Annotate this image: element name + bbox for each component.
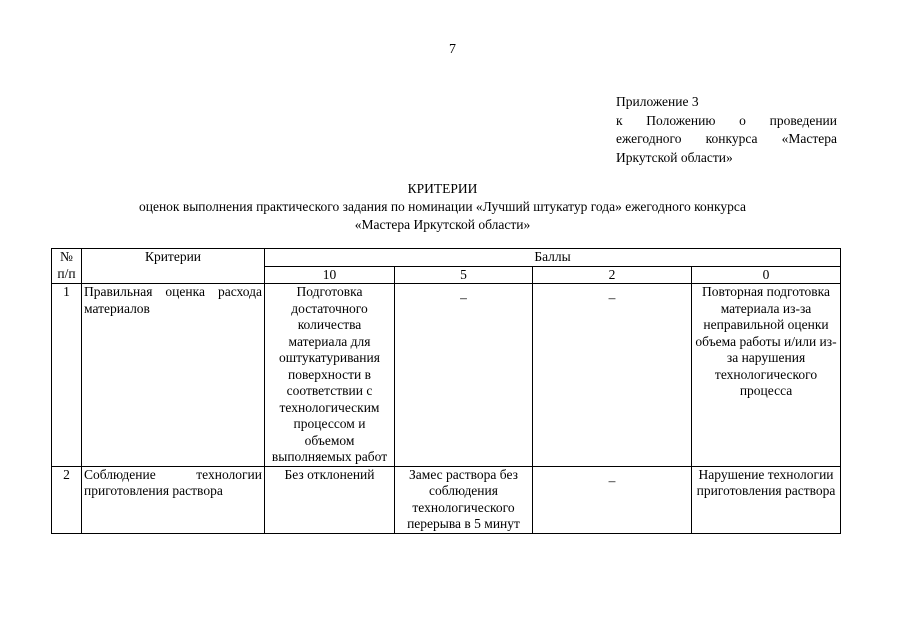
row-points-5: Замес раствора без соблюдения технологического перерыва в 5 минут bbox=[395, 466, 533, 533]
row-number: 2 bbox=[52, 466, 82, 533]
row-points-10: Подготовка достаточного количества материала для оштукатуривания поверхности в соответствии с технологическим процессом и объемом выполняемых работ bbox=[265, 284, 395, 467]
appendix-line-3: ежегодного конкурса «Мастера bbox=[616, 131, 837, 146]
table-row bbox=[52, 284, 841, 467]
row-criterion: Правильная оценка расхода материалов bbox=[82, 284, 265, 467]
table-header-row bbox=[52, 249, 841, 267]
row-points-2: – bbox=[533, 466, 692, 533]
page-number: 7 bbox=[449, 42, 456, 57]
appendix-note bbox=[616, 93, 837, 167]
title-line-2: оценок выполнения практического задания по номинации «Лучший штукатур года» ежегодного конкурса bbox=[138, 199, 747, 214]
row-points-0: Повторная подготовка материала из-за неправильной оценки объема работы и/или из-за нарушения технологического процесса bbox=[692, 284, 841, 467]
header-points-5: 5 bbox=[395, 266, 533, 284]
row-criterion: Соблюдение технологии приготовления раствора bbox=[82, 466, 265, 533]
row-points-2: – bbox=[533, 284, 692, 467]
header-points-2: 2 bbox=[533, 266, 692, 284]
header-points-0: 0 bbox=[692, 266, 841, 284]
row-points-10: Без отклонений bbox=[265, 466, 395, 533]
header-points-10: 10 bbox=[265, 266, 395, 284]
appendix-line-1: Приложение 3 bbox=[616, 94, 699, 109]
criteria-table bbox=[51, 248, 841, 534]
title-heading: КРИТЕРИИ bbox=[407, 181, 478, 196]
row-points-5: – bbox=[395, 284, 533, 467]
document-title bbox=[0, 180, 885, 234]
table-row bbox=[52, 466, 841, 533]
title-line-3: «Мастера Иркутской области» bbox=[354, 217, 531, 232]
header-criteria: Критерии bbox=[82, 249, 265, 284]
appendix-line-2: к Положению о проведении bbox=[616, 112, 837, 128]
header-num: № п/п bbox=[52, 249, 82, 284]
appendix-line-4: Иркутской области» bbox=[616, 149, 733, 165]
row-number: 1 bbox=[52, 284, 82, 467]
row-points-0: Нарушение технологии приготовления раствора bbox=[692, 466, 841, 533]
header-points: Баллы bbox=[265, 249, 841, 267]
